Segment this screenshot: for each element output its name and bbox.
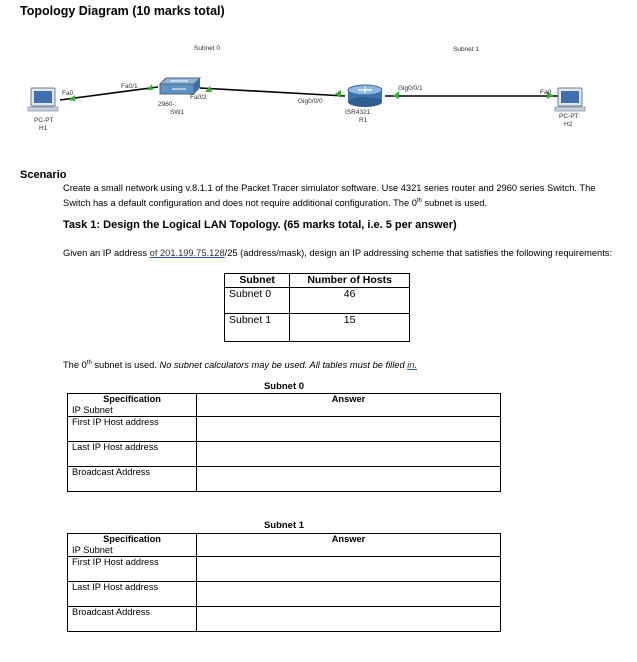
table-row [68,557,501,582]
answer-cell[interactable] [197,557,501,582]
subnet1-table [67,533,501,632]
cell-subnet: Subnet 1 [225,314,290,342]
row-label: Broadcast Address [68,467,197,492]
header-answer: Answer [331,394,366,404]
row-label: Last IP Host address [68,442,197,467]
note-italic: No subnet calculators may be used. All tables must be filled [159,360,408,371]
table-row [68,582,501,607]
scenario-text [63,182,623,209]
h2-port-label: Fa0 [540,89,552,96]
given-text-part: Given an IP address [63,248,150,258]
r1-name-label: R1 [359,117,368,124]
subnet1-table-title: Subnet 1 [263,520,305,531]
cell-subnet: Subnet 0 [225,288,290,314]
header-spec-cell [68,394,197,417]
subnet1-label: Subnet 1 [453,46,480,53]
r1-port-in-label: Gig0/0/0 [298,98,323,105]
task1-heading: Task 1: Design the Logical LAN Topology. (65 marks total, i.e. 5 per answer) [63,219,457,231]
header-answer-cell [197,534,501,557]
link-status-icon [147,84,153,90]
header-subnet: Subnet [225,274,290,288]
pc-h2-icon[interactable] [555,88,585,111]
ip-address-link: of 201.199.75.128 [149,248,225,258]
sw1-port-out-label: Fa0/2 [190,94,207,101]
sw1-name-label: SW1 [170,109,185,116]
scenario-text-part: Create a small network using v.8.1.1 of the Packet Tracer simulator software. Use 4321 series router and 2960 series Switch. The Switch has a default configuration and does not require additional configuration. The 0 [63,183,596,208]
table-row [68,442,501,467]
note-part: subnet is used. [91,360,160,371]
r1-model-label: ISR4321 [345,109,371,116]
table-row [68,467,501,492]
header-answer-cell [197,394,501,417]
scenario-heading: Scenario [20,169,67,181]
table-row [68,607,501,632]
subnet0-table [67,393,501,492]
header-spec: Specification [103,394,161,404]
r1-port-out-label: Gig0/0/1 [398,85,423,92]
header-spec-cell [68,534,197,557]
note-part: The 0 [63,360,87,371]
page-title: Topology Diagram (10 marks total) [20,4,225,18]
table-row [225,314,410,342]
header-hosts: Number of Hosts [290,274,410,288]
row-label: First IP Host address [68,417,197,442]
switch-sw1-icon[interactable] [160,78,200,94]
given-text-part: /25 (address/mask), design an IP addressing scheme that satisfies the following requirements: [224,248,613,258]
table-header-row [68,534,501,557]
link-sw1-r1 [200,88,345,96]
answer-cell[interactable] [197,607,501,632]
row-label: Broadcast Address [68,607,197,632]
topology-diagram [0,0,637,160]
scenario-sup: th [416,197,422,204]
link-status-icon [335,90,341,98]
row-label: IP Subnet [72,405,113,415]
scenario-text-part: subnet is used. [421,197,488,208]
table-header-row [68,394,501,417]
note-sup: th [86,360,92,366]
h1-type-label: PC-PT [34,117,54,124]
note-link: in. [407,360,418,371]
header-answer: Answer [331,534,366,544]
subnet0-table-title: Subnet 0 [263,381,305,392]
row-label: Last IP Host address [68,582,197,607]
row-label: First IP Host address [68,557,197,582]
header-spec: Specification [103,534,161,544]
table-row [225,288,410,314]
link-status-icon [393,91,399,99]
note-text [63,357,417,372]
router-r1-icon[interactable] [348,85,382,107]
answer-cell[interactable] [197,582,501,607]
h1-port-label: Fa0 [62,90,74,97]
pc-h1-icon[interactable] [28,88,58,111]
sw1-model-label: 2960-: [158,101,177,108]
hosts-table [224,273,410,342]
h2-name-label: H2 [564,121,573,128]
cell-hosts: 46 [290,288,410,314]
answer-cell[interactable] [197,442,501,467]
answer-cell[interactable] [197,417,501,442]
h2-type-label: PC-PT [559,113,579,120]
table-row [68,417,501,442]
h1-name-label: H1 [39,125,48,132]
task1-given-text [63,247,623,260]
answer-cell[interactable] [197,467,501,492]
subnet0-label: Subnet 0 [194,45,221,52]
cell-hosts: 15 [290,314,410,342]
sw1-port-in-label: Fa0/1 [121,83,138,90]
table-header-row [225,274,410,288]
row-label: IP Subnet [72,545,113,555]
